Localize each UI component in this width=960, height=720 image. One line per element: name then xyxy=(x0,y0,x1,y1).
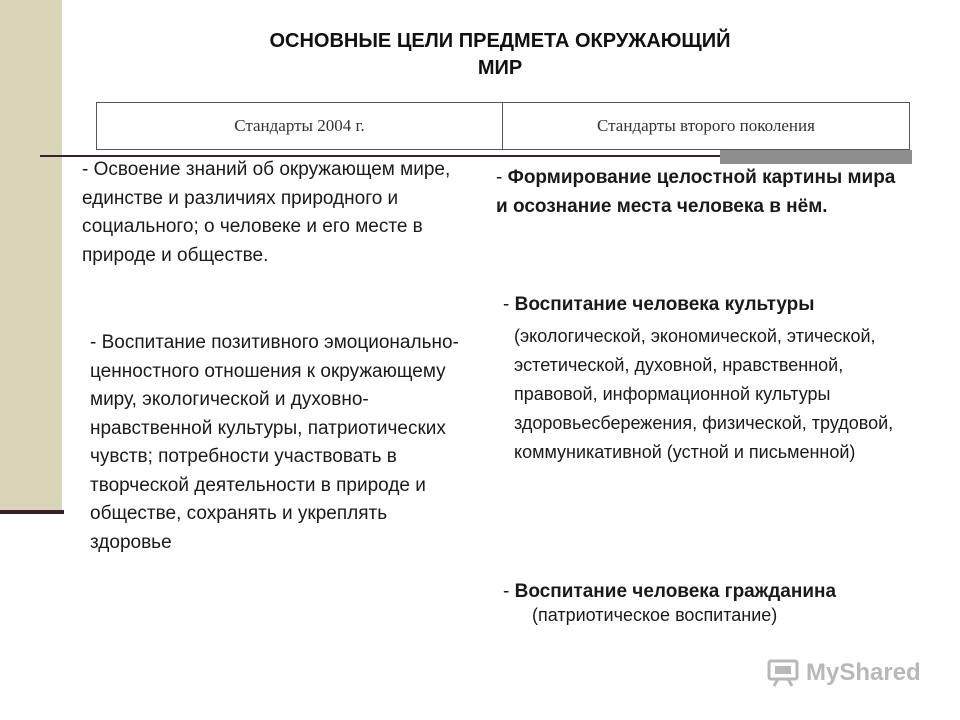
watermark-text: MyShared xyxy=(806,659,921,686)
presentation-icon xyxy=(766,658,800,688)
bullet-dash: - xyxy=(496,167,508,188)
table-header-second-generation: Стандарты второго поколения xyxy=(597,116,815,135)
left-item-upbringing: - Воспитание позитивного эмоционально-ценностного отношения к окружающему миру, экологической и духовно-нравственной культуры, патриотических чувств; потребности участвовать в творческой деятельности в природе и обществе, сохранять и укреплять здоровье xyxy=(90,332,459,553)
table-header-2004: Стандарты 2004 г. xyxy=(97,103,503,149)
right-item-culture-details: (экологической, экономической, этической, эстетической, духовной, нравственной, правовой, информационной культуры здоровьесбережения, физической, трудовой, коммуникативной (устной и письменной) xyxy=(514,326,894,462)
right-item-worldview xyxy=(496,164,896,221)
right-item-culture xyxy=(503,291,903,320)
right-item-citizen-details: (патриотическое воспитание) xyxy=(532,605,778,625)
standards-table xyxy=(96,102,910,150)
slide-title xyxy=(180,28,820,82)
right-item-citizen-text: Воспитание человека гражданина xyxy=(514,581,837,602)
divider-grey-bar xyxy=(720,150,912,164)
title-line-2: МИР xyxy=(477,57,523,79)
left-item-knowledge: - Освоение знаний об окружающем мире, единстве и различиях природного и социального; о человеке и его месте в природе и обществе. xyxy=(82,159,451,266)
right-item-worldview-text: Формирование целостной картины мира и осознание места человека в нём. xyxy=(496,167,896,217)
decorative-left-band-line xyxy=(0,510,64,514)
right-item-culture-text: Воспитание человека культуры xyxy=(514,294,815,315)
bullet-dash: - xyxy=(503,581,515,602)
title-line-1: ОСНОВНЫЕ ЦЕЛИ ПРЕДМЕТА ОКРУЖАЮЩИЙ xyxy=(269,30,731,52)
watermark xyxy=(766,658,921,688)
bullet-dash: - xyxy=(503,294,515,315)
decorative-left-band xyxy=(0,0,62,512)
